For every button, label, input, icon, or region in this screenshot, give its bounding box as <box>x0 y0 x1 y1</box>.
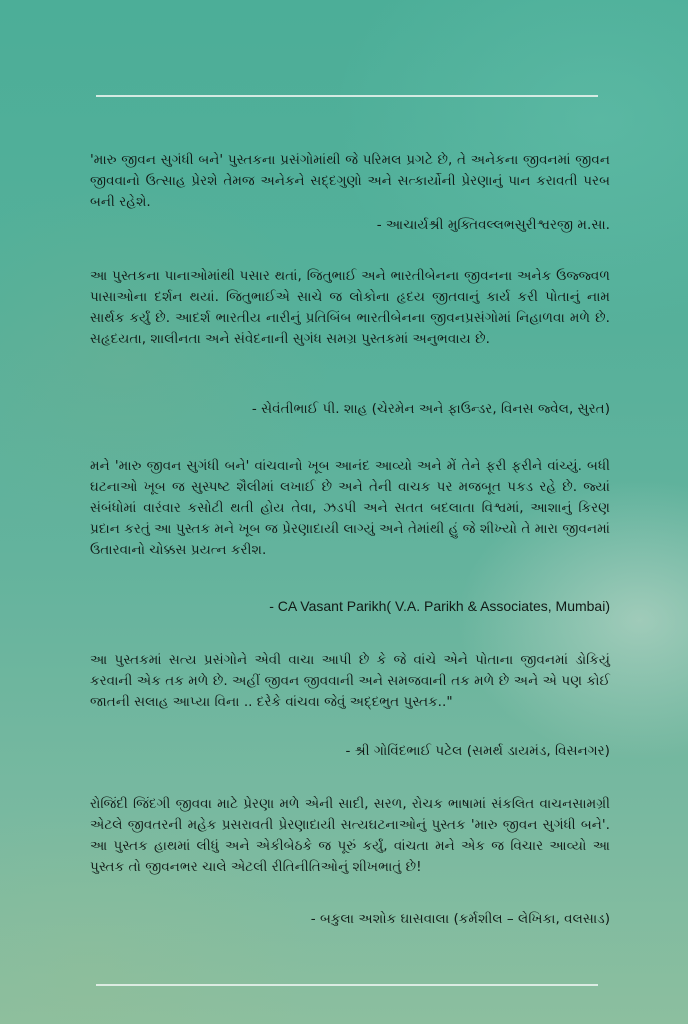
testimonial-4-author: - શ્રી ગોવિંદભાઈ પટેલ (સમર્થ ડાયમંડ, વિસનગર) <box>345 743 610 759</box>
testimonial-1-text: 'મારુ જીવન સુગંધી બને' પુસ્તકના પ્રસંગોમાંથી જે પરિમલ પ્રગટે છે, તે અનેકના જીવનમાં જીવન જીવવાનો ઉત્સાહ પ્રેરશે તેમજ અનેકને સદ્દગુણો અને સત્કાર્યોની પ્રેરણાનું પાન કરાવતી પરબ બની રહેશે. <box>90 152 610 210</box>
testimonial-5-author: - બકુલા અશોક ઘાસવાલા (કર્મશીલ – લેખિકા, વલસાડ) <box>310 911 610 927</box>
testimonial-4-text: આ પુસ્તકમાં સત્ય પ્રસંગોને એવી વાચા આપી છે કે જે વાંચે એને પોતાના જીવનમાં ડોકિયું કરવાની એક તક મળે છે. અહીં જીવન જીવવાની અને સમજવાની તક મળે છે અને એ પણ કોઈ જાતની સલાહ આપ્યા વિના .. દરેકે વાંચવા જેવું અદ્દભુત પુસ્તક.." <box>90 652 610 710</box>
testimonial-2-text: આ પુસ્તકના પાનાઓમાંથી પસાર થતાં, જિતુભાઈ અને ભારતીબેનના જીવનના અનેક ઉજ્જ્વળ પાસાઓના દર્શન થયાં. જિતુભાઈએ સાચે જ લોકોના હૃદય જીતવાનું કાર્ય કરી પોતાનું નામ સાર્થક કર્યું છે. આદર્શ ભારતીય નારીનું પ્રતિબિંબ ભારતીબેનના જીવનપ્રસંગોમાં નિહાળવા મળે છે. સહૃદયતા, શાલીનતા અને સંવેદનાની સુગંધ સમગ્ર પુસ્તકમાં અનુભવાય છે. <box>90 268 610 347</box>
testimonial-3-text: મને 'મારુ જીવન સુગંધી બને' વાંચવાનો ખૂબ આનંદ આવ્યો અને મેં તેને ફરી ફરીને વાંચ્યું. બધી ઘટનાઓ ખૂબ જ સુસ્પષ્ટ શૈલીમાં લખાઈ છે અને તેની વાચક પર મજબૂત પકડ રહે છે. જ્યાં સંબંધોમાં વારંવાર કસોટી થતી હોય તેવા, ઝડપી અને સતત બદલાતા વિશ્વમાં, આશાનું કિરણ પ્રદાન કરતું આ પુસ્તક મને ખૂબ જ પ્રેરણાદાયી લાગ્યું અને તેમાંથી હું જે શીખ્યો તે મારા જીવનમાં ઉતારવાનો ચોક્કસ પ્રયત્ન કરીશ. <box>90 458 610 558</box>
bottom-divider <box>96 984 598 986</box>
testimonial-2-author: - સેવંતીભાઈ પી. શાહ (ચેરમેન અને ફાઉન્ડર, વિનસ જ્વેલ, સુરત) <box>251 401 610 417</box>
top-divider <box>96 95 598 97</box>
testimonial-1-author: - આચાર્યશ્રી મુક્તિવલ્લભસુરીશ્વરજી મ.સા. <box>376 217 610 233</box>
testimonial-3-author: - CA Vasant Parikh( V.A. Parikh & Associates, Mumbai) <box>269 598 610 614</box>
testimonial-5-text: રોજિંદી જિંદગી જીવવા માટે પ્રેરણા મળે એની સાદી, સરળ, રોચક ભાષામાં સંકલિત વાચનસામગ્રી એટલે જીવતરની મહેક પ્રસરાવતી પ્રેરણાદાયી સત્યઘટનાઓનું પુસ્તક 'મારુ જીવન સુગંધી બને'. આ પુસ્તક હાથમાં લીધું અને એકીબેઠકે જ પૂરું કર્યું, વાંચતા મને એક જ વિચાર આવ્યો આ પુસ્તક તો જીવનભર ચાલે એટલી રીતિનીતિઓનું શીખભાતું છે! <box>90 796 610 875</box>
